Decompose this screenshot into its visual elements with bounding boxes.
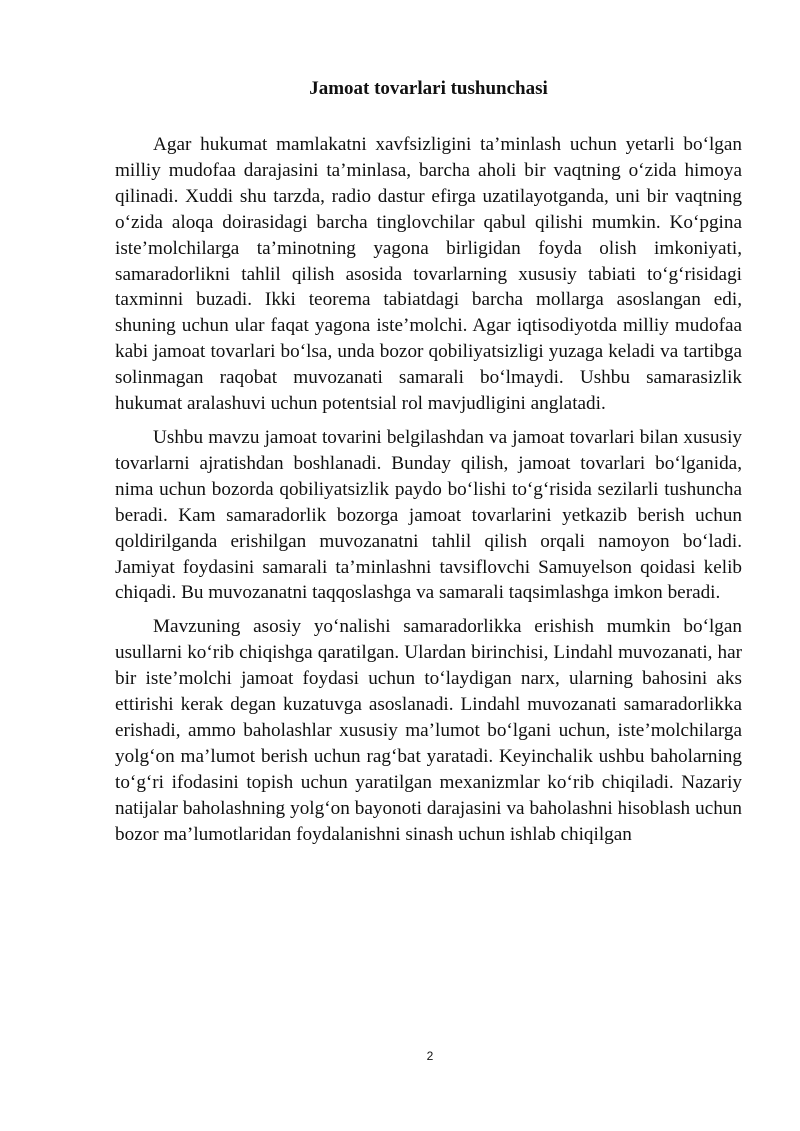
page-number: 2 bbox=[426, 1049, 434, 1063]
paragraph-3: Mavzuning asosiy yo‘nalishi samaradorlikka erishish mumkin bo‘lgan usullarni ko‘rib chiqishga qaratilgan. Ulardan birinchisi, Lindahl muvozanati, har bir iste’molchi jamoat foydasi uchun to‘laydigan narx, ularning bahosini aks ettirishi kerak degan kuzatuvga asoslanadi. Lindahl muvozanati samaradorlikka erishadi, ammo baholashlar xususiy ma’lumot bo‘lgani uchun, iste’molchilarga yolg‘on ma’lumot berish uchun rag‘bat yaratadi. Keyinchalik ushbu baholarning to‘g‘ri ifodasini topish uchun yaratilgan mexanizmlar ko‘rib chiqiladi. Nazariy natijalar baholashning yolg‘on bayonoti darajasini va baholashni hisoblash uchun bozor ma’lumotlaridan foydalanishni sinash uchun ishlab chiqilgan bbox=[115, 616, 742, 845]
paragraph-2: Ushbu mavzu jamoat tovarini belgilashdan va jamoat tovarlari bilan xususiy tovarlarni ajratishdan boshlanadi. Bunday qilish, jamoat tovarlari bo‘lganida, nima uchun bozorda qobiliyatsizlik paydo bo‘lishi to‘g‘risida sezilarli tushuncha beradi. Kam samaradorlik bozorga jamoat tovarlarini yetkazib berish uchun qoldirilganda erishilgan muvozanatni tahlil qilish orqali namoyon bo‘ladi. Jamiyat foydasini samarali ta’minlashni tavsiflovchi Samuyelson qoidasi kelib chiqadi. Bu muvozanatni taqqoslashga va samarali taqsimlashga imkon beradi. bbox=[115, 426, 742, 604]
document-title: Jamoat tovarlari tushunchasi bbox=[309, 78, 548, 99]
document-body bbox=[115, 132, 742, 855]
paragraph-1: Agar hukumat mamlakatni xavfsizligini ta’minlash uchun yetarli bo‘lgan milliy mudofaa darajasini ta’minlasa, barcha aholi bir vaqtning o‘zida himoya qilinadi. Xuddi shu tarzda, radio dastur efirga uzatilayotganda, uni bir vaqtning o‘zida aloqa doirasidagi barcha tinglovchilar qabul qilishi mumkin. Ko‘pgina iste’molchilarga ta’minotning yagona birligidan foyda olish imkoniyati, samaradorlikni tahlil qilish asosida tovarlarning xususiy tabiati to‘g‘risidagi taxminni buzadi. Ikki teorema tabiatdagi barcha mollarga asoslangan edi, shuning uchun ular faqat yagona iste’molchi. Agar iqtisodiyotda milliy mudofaa kabi jamoat tovarlari bo‘lsa, unda bozor qobiliyatsizligi yuzaga keladi va tartibga solinmagan raqobat muvozanati samarali bo‘lmaydi. Ushbu samarasizlik hukumat aralashuvi uchun potentsial rol mavjudligini anglatadi. bbox=[115, 134, 742, 415]
